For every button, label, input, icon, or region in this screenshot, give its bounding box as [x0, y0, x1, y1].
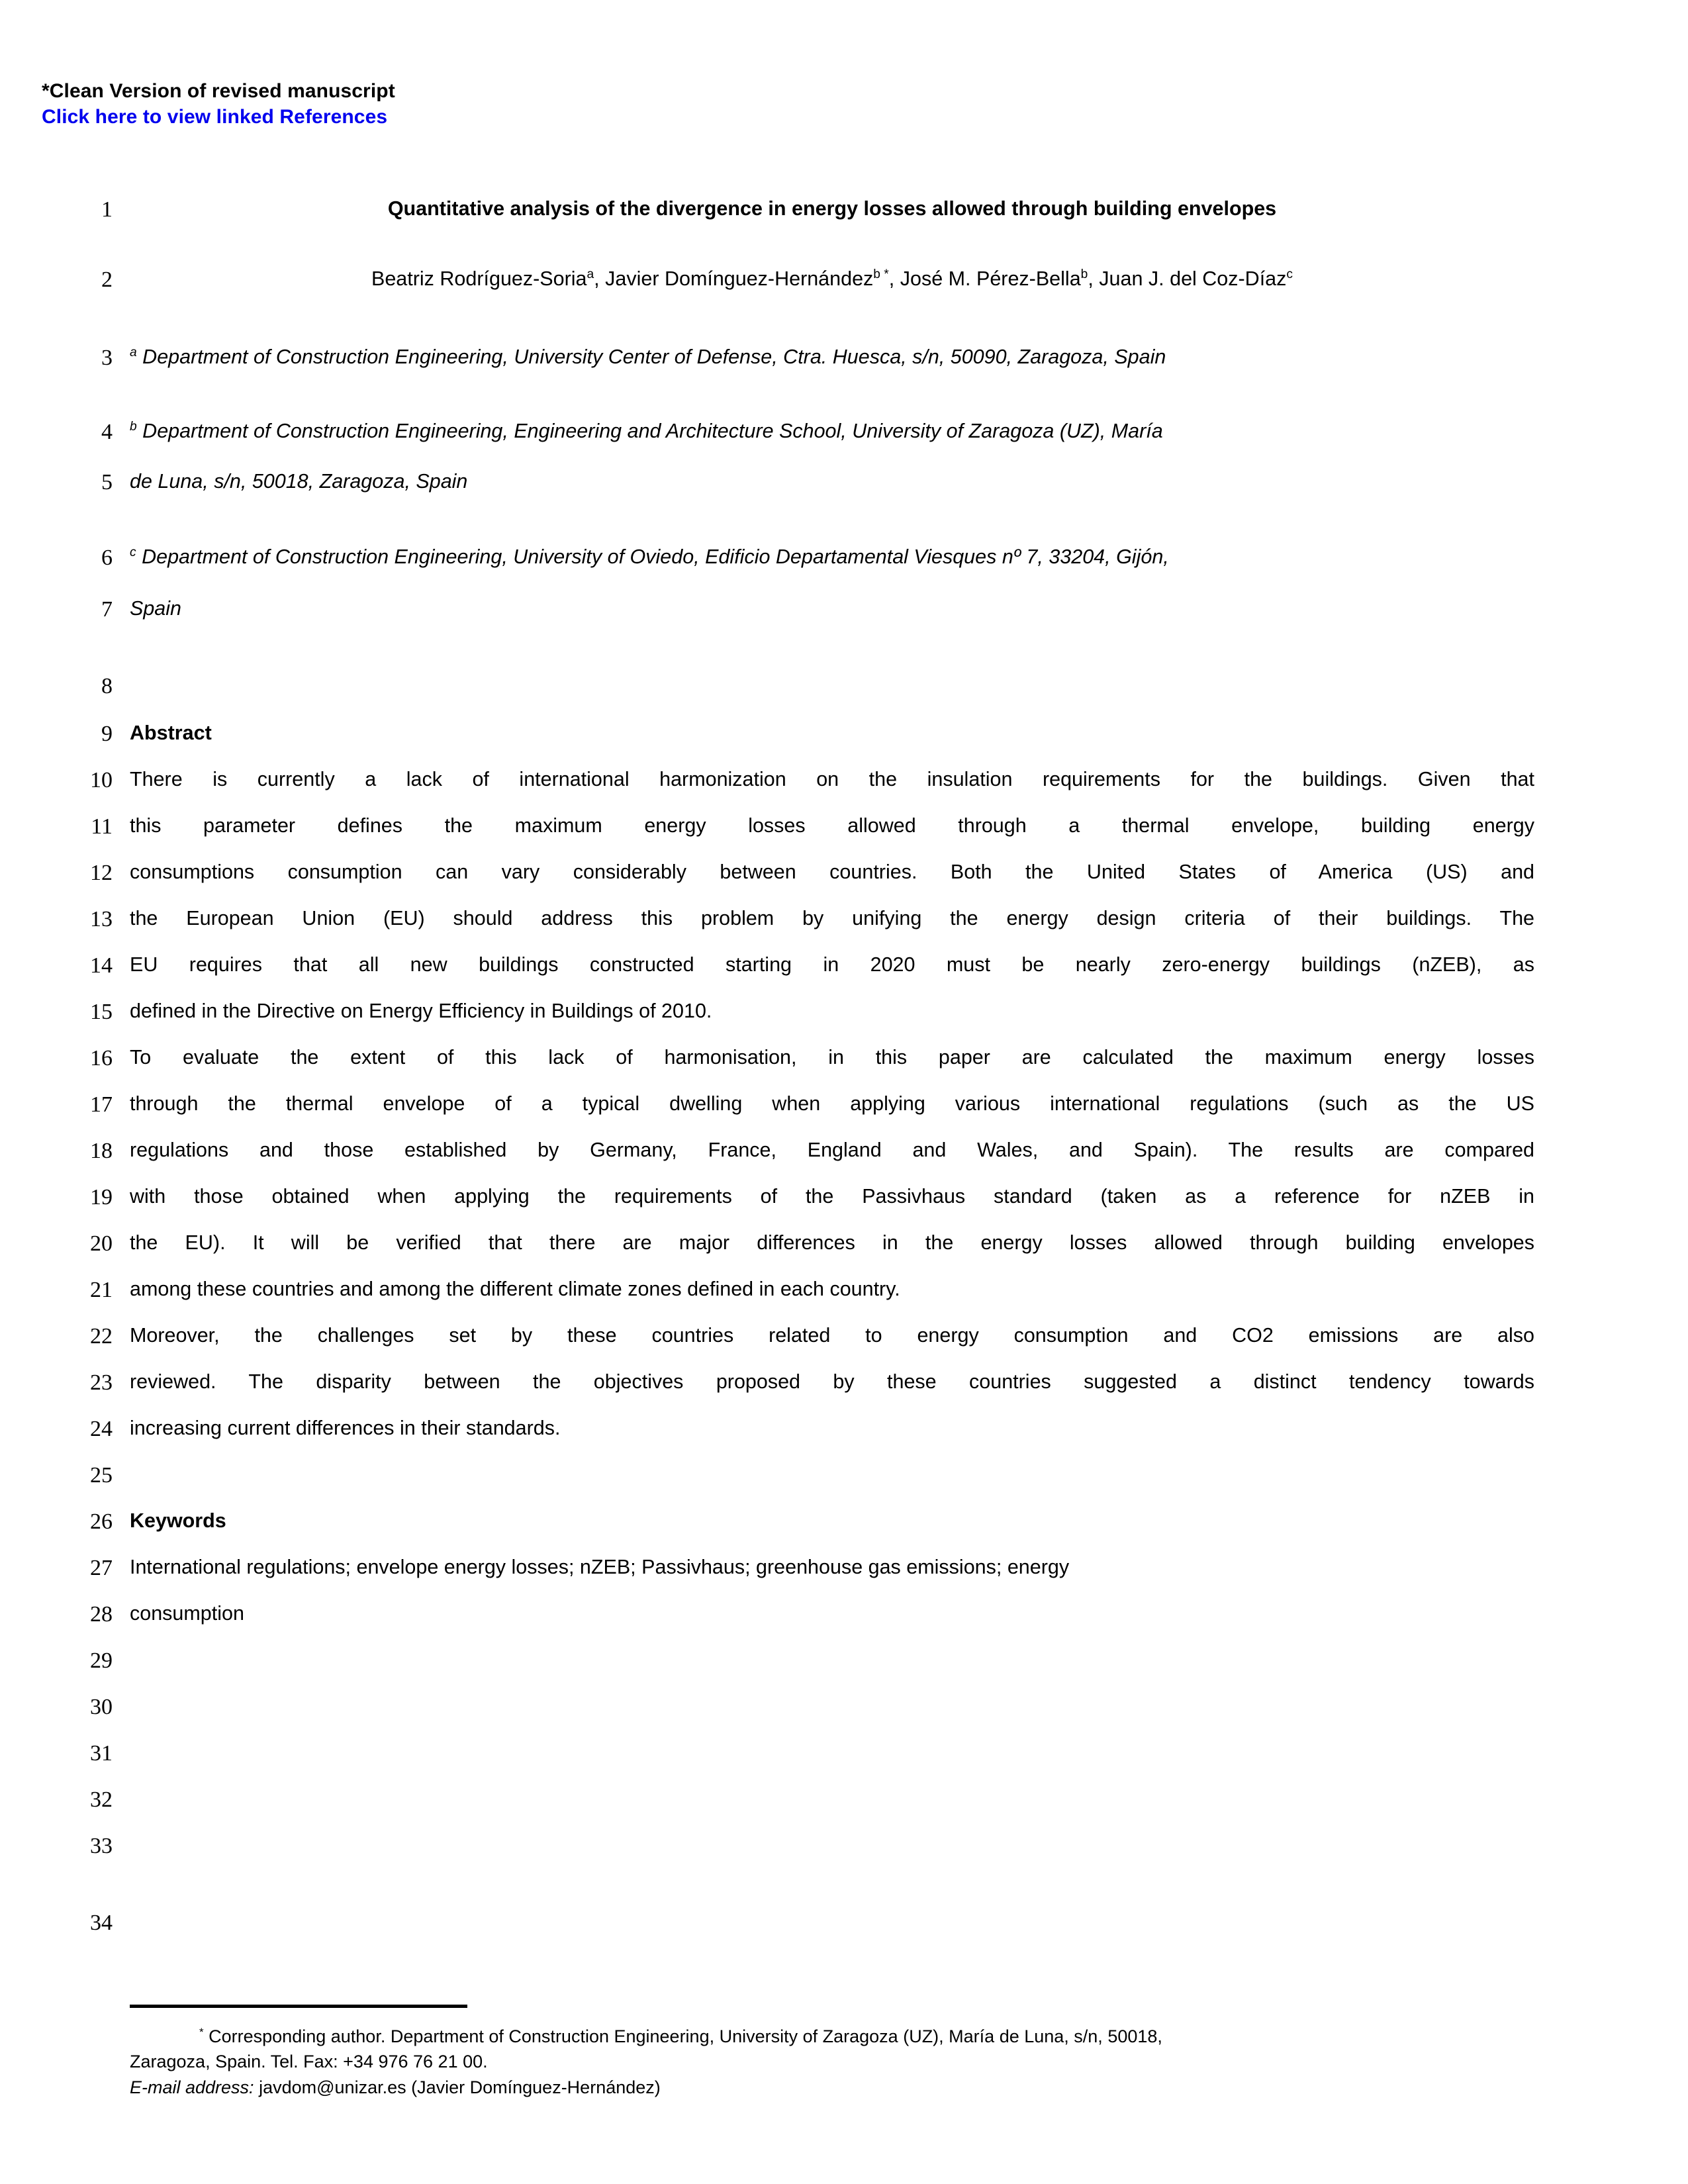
- view-linked-references-link[interactable]: Click here to view linked References: [42, 106, 388, 128]
- line-number: 11: [91, 814, 113, 839]
- page-title: Quantitative analysis of the divergence in energy losses allowed through building envelopes: [387, 197, 1277, 220]
- abstract-line: through the thermal envelope of a typical dwelling when applying various international regulations (such as the US: [130, 1092, 1534, 1115]
- abstract-heading: Abstract: [130, 722, 212, 744]
- line-number: 19: [90, 1185, 113, 1210]
- affiliation-a: [130, 347, 1534, 367]
- footnote-separator-rule: [130, 2005, 467, 2008]
- author-affiliation-marker: c: [1286, 267, 1293, 281]
- keywords-line: consumption: [130, 1602, 244, 1625]
- abstract-line: consumptions consumption can vary considerably between countries. Both the United States of America (US) and: [130, 861, 1534, 883]
- footnote-marker-asterisk: *: [199, 2026, 204, 2038]
- author-list: [130, 269, 1534, 289]
- clean-version-label: *Clean Version of revised manuscript: [42, 80, 395, 102]
- footnote-email-line: [130, 2075, 1540, 2100]
- line-number: 12: [90, 861, 113, 885]
- author-affiliation-marker: a: [586, 267, 594, 281]
- affiliation-c-line-2: [130, 598, 1534, 619]
- line-number: 34: [90, 1911, 113, 1935]
- line-number: 6: [101, 546, 113, 570]
- line-number: 8: [101, 674, 113, 698]
- affiliation-marker: b: [130, 419, 137, 434]
- affiliation-b-line-2: [130, 471, 1534, 492]
- footnote-line-2: Zaragoza, Spain. Tel. Fax: +34 976 76 21 00.: [130, 2052, 488, 2072]
- abstract-line: increasing current differences in their standards.: [130, 1417, 561, 1439]
- line-number: 17: [90, 1092, 113, 1117]
- line-number: 18: [90, 1139, 113, 1163]
- abstract-line: EU requires that all new buildings constructed starting in 2020 must be nearly zero-energy buildings (nZEB), as: [130, 953, 1534, 976]
- line-number: 5: [101, 470, 113, 495]
- line-number: 9: [101, 722, 113, 746]
- line-number: 26: [90, 1509, 113, 1534]
- line-number: 20: [90, 1231, 113, 1256]
- abstract-line: among these countries and among the different climate zones defined in each country.: [130, 1278, 900, 1300]
- keywords-heading: Keywords: [130, 1509, 226, 1532]
- author-name: , Javier Domínguez-Hernández: [594, 267, 874, 290]
- line-number: 32: [90, 1787, 113, 1812]
- affiliation-b-line-1: [130, 421, 1534, 442]
- author-affiliation-marker: b: [1080, 267, 1088, 281]
- line-number: 4: [101, 420, 113, 444]
- abstract-line: Moreover, the challenges set by these countries related to energy consumption and CO2 emissions are also: [130, 1324, 1534, 1347]
- line-number: 13: [90, 907, 113, 931]
- footnote-line-1: [130, 2024, 1540, 2049]
- affiliation-c-line-1: [130, 547, 1534, 567]
- affiliation-marker: c: [130, 545, 136, 559]
- line-number: 3: [101, 346, 113, 370]
- line-number: 21: [90, 1278, 113, 1302]
- affiliation-text: Department of Construction Engineering, University of Oviedo, Edificio Departamental Viesques nº 7, 33204, Gijón,: [142, 546, 1169, 568]
- line-number: 31: [90, 1741, 113, 1766]
- author-affiliation-marker: b *: [873, 267, 889, 281]
- line-number: 2: [101, 267, 113, 292]
- abstract-line: the European Union (EU) should address this problem by unifying the energy design criteria of their buildings. The: [130, 907, 1534, 929]
- abstract-line: There is currently a lack of international harmonization on the insulation requirements for the buildings. Given that: [130, 768, 1534, 790]
- line-number: 25: [90, 1463, 113, 1488]
- line-number: 33: [90, 1834, 113, 1858]
- abstract-line: defined in the Directive on Energy Efficiency in Buildings of 2010.: [130, 1000, 712, 1022]
- line-number: 10: [90, 768, 113, 792]
- footnote-block: [130, 2024, 1540, 2100]
- affiliation-marker: a: [130, 345, 137, 359]
- line-number: 30: [90, 1695, 113, 1719]
- email-address-label: E-mail address:: [130, 2077, 254, 2097]
- line-number: 14: [90, 953, 113, 978]
- abstract-line: regulations and those established by Germany, France, England and Wales, and Spain). The results are compared: [130, 1139, 1534, 1161]
- line-number: 16: [90, 1046, 113, 1070]
- line-number: 28: [90, 1602, 113, 1627]
- abstract-line: with those obtained when applying the requirements of the Passivhaus standard (taken as a reference for nZEB in: [130, 1185, 1534, 1208]
- abstract-line: this parameter defines the maximum energy losses allowed through a thermal envelope, building energy: [130, 814, 1534, 837]
- affiliation-text: Department of Construction Engineering, University Center of Defense, Ctra. Huesca, s/n, 50090, Zaragoza, Spain: [142, 346, 1166, 368]
- affiliation-text: Department of Construction Engineering, Engineering and Architecture School, University of Zaragoza (UZ), María: [142, 420, 1163, 442]
- line-number: 7: [101, 597, 113, 622]
- author-name: Beatriz Rodríguez-Soria: [371, 267, 587, 290]
- email-address-value: javdom@unizar.es (Javier Domínguez-Hernández): [259, 2077, 661, 2097]
- affiliation-text: Spain: [130, 597, 182, 620]
- keywords-line: International regulations; envelope energy losses; nZEB; Passivhaus; greenhouse gas emissions; energy: [130, 1556, 1070, 1578]
- abstract-line: the EU). It will be verified that there are major differences in the energy losses allowed through building envelopes: [130, 1231, 1534, 1254]
- footnote-corresponding-author-text: Corresponding author. Department of Construction Engineering, University of Zaragoza (UZ), María de Luna, s/n, 50018,: [209, 2026, 1162, 2046]
- author-name: , José M. Pérez-Bella: [888, 267, 1081, 290]
- line-number: 1: [101, 197, 113, 222]
- line-number: 29: [90, 1648, 113, 1673]
- line-number: 23: [90, 1370, 113, 1395]
- abstract-line: reviewed. The disparity between the objectives proposed by these countries suggested a distinct tendency towards: [130, 1370, 1534, 1393]
- line-number: 24: [90, 1417, 113, 1441]
- line-number: 27: [90, 1556, 113, 1580]
- affiliation-text: de Luna, s/n, 50018, Zaragoza, Spain: [130, 470, 468, 493]
- line-number: 22: [90, 1324, 113, 1349]
- abstract-line: To evaluate the extent of this lack of harmonisation, in this paper are calculated the maximum energy losses: [130, 1046, 1534, 1068]
- author-name: , Juan J. del Coz-Díaz: [1088, 267, 1287, 290]
- line-number: 15: [90, 1000, 113, 1024]
